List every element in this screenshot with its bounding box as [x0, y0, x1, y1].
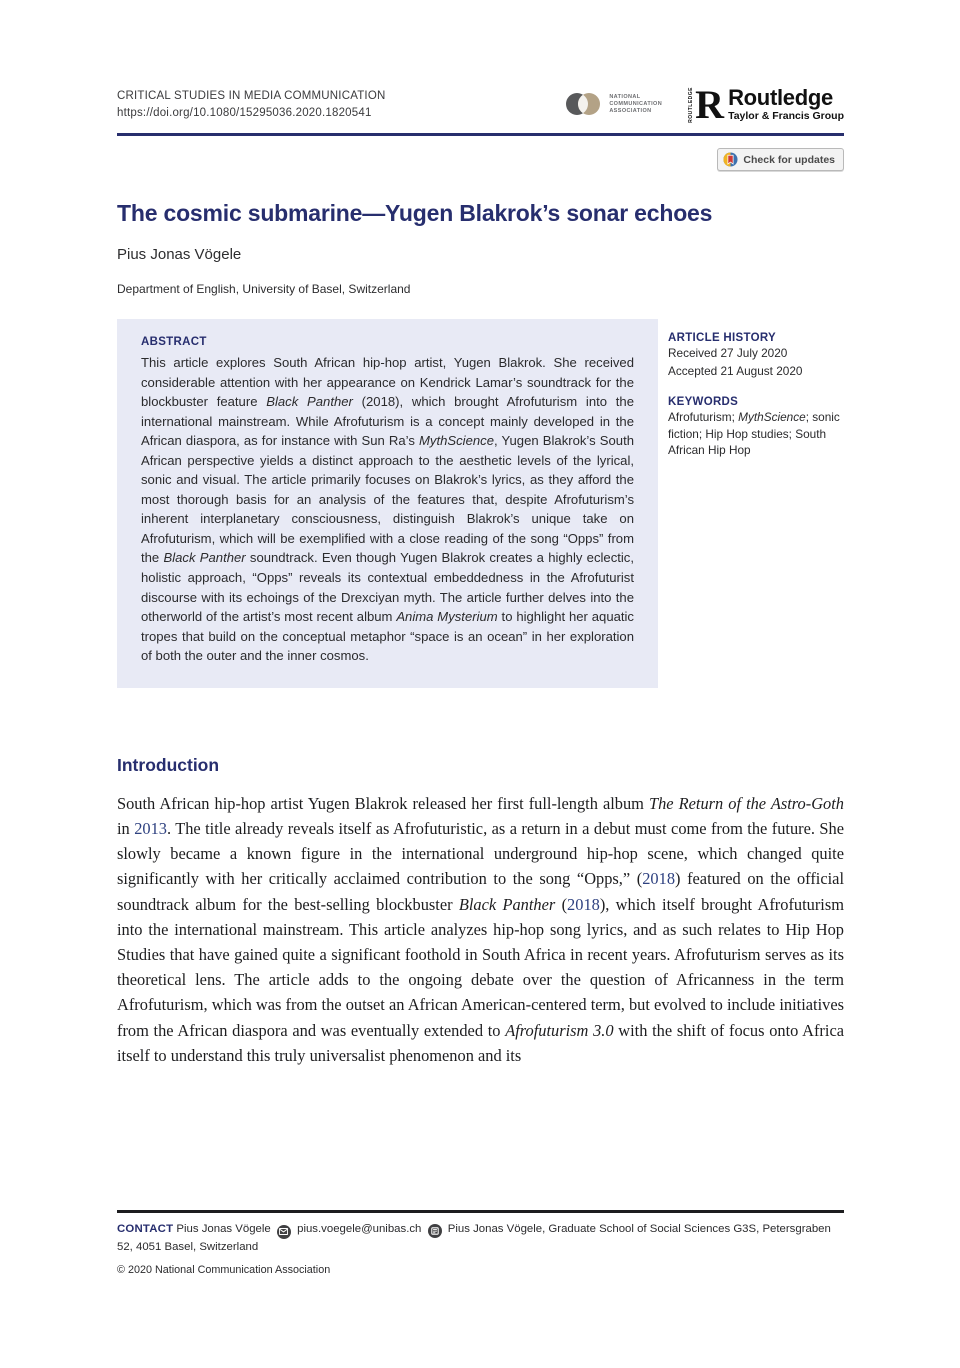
- introduction-paragraph: South African hip-hop artist Yugen Blakrok released her first full-length album The Return of the Astro-Goth in 2013. The title already reveals itself as Afrofuturistic, as a return in a debut must come from the future. She slowly became a known figure in the international underground hip-hop scene, which changed quite significantly with her critically acclaimed contribution to the song “Opps,” (2018) featured on the official soundtrack album for the best-selling blockbuster Black Panther (2018), which itself brought Afrofuturism into the international mainstream. This article analyzes hip-hop song lyrics, and as such relates to Hip Hop Studies that have gained quite a significant foothold in South Africa in recent years. Afrofuturism serves as its theoretical lens. The article adds to the ongoing debate over the question of Africanness in the term Afrofuturism, which was from the outset an African American-centered term, but evolved to include initiatives from the African diaspora and was eventually extended to Afrofuturism 3.0 with the shift of focus onto Africa itself to understand this truly universalist phenomenon and its: [117, 793, 844, 1065]
- author-affiliation: Department of English, University of Basel, Switzerland: [117, 282, 411, 296]
- received-date: Received 27 July 2020: [668, 346, 788, 360]
- routledge-wordmark: Routledge Taylor & Francis Group: [728, 84, 844, 122]
- routledge-r-icon: ROUTLEDGE R: [688, 82, 724, 127]
- header-divider: [117, 133, 844, 136]
- journal-name: CRITICAL STUDIES IN MEDIA COMMUNICATION: [117, 90, 386, 102]
- section-heading-introduction: Introduction: [117, 754, 220, 775]
- page-header: [117, 82, 844, 127]
- contact-name: Pius Jonas Vögele: [176, 1223, 271, 1235]
- footer-divider: [117, 1210, 844, 1213]
- email-icon: [277, 1225, 291, 1239]
- contact-line: [117, 1221, 844, 1255]
- contact-address: Pius Jonas Vögele, Graduate School of Social Sciences G3S, Petersgraben 52, 4051 Basel, Switzerland: [117, 1223, 831, 1253]
- accepted-date: Accepted 21 August 2020: [668, 363, 803, 378]
- journal-info: [117, 88, 385, 122]
- contact-label: CONTACT: [117, 1223, 174, 1235]
- abstract-box: [117, 319, 658, 688]
- copyright-notice: © 2020 National Communication Association: [117, 1264, 331, 1276]
- keywords-heading: KEYWORDS: [668, 396, 739, 408]
- keywords-list: Afrofuturism; MythScience; sonic fiction; Hip Hop studies; South African Hip Hop: [668, 410, 840, 457]
- nca-logo: [563, 90, 662, 118]
- crossmark-icon: [723, 152, 738, 167]
- abstract-heading: ABSTRACT: [141, 336, 207, 348]
- contact-email-link[interactable]: pius.voegele@unibas.ch: [297, 1223, 422, 1235]
- article-history-heading: ARTICLE HISTORY: [668, 332, 777, 344]
- page-title: The cosmic submarine—Yugen Blakrok’s sonar echoes: [117, 200, 713, 226]
- abstract-text: This article explores South African hip-hop artist, Yugen Blakrok. She received considerable attention with her appearance on Kendrick Lamar’s soundtrack for the blockbuster feature Black Panther (2018), which brought Afrofuturism into the international mainstream. While Afrofuturism is a concept mainly developed in the African diaspora, as for instance with Sun Ra’s MythScience, Yugen Blakrok’s South African perspective yields a distinct approach to the aesthetic levels of the lyrical, sonic and visual. The article primarily focuses on Blakrok’s lyrics, as they afford the most thorough basis for an analysis of the features that, despite Afrofuturism’s inherent interplanetary consciousness, distinguish Blakrok’s unique take on Afrofuturism, which will be exemplified with a close reading of the song “Opps” from the Black Panther soundtrack. Even though Yugen Blakrok creates a highly eclectic, holistic approach, “Opps” reveals its contextual embeddedness in the Afrofuturist discourse with its echoings of the Drexciyan myth. The article further delves into the otherworld of the artist’s most recent album Anima Mysterium to highlight her aquatic tropes that build on the conceptual metaphor “space is an ocean” in her exploration of both the outer and the inner cosmos.: [141, 355, 634, 664]
- doi-link[interactable]: https://doi.org/10.1080/15295036.2020.1820541: [117, 107, 372, 119]
- publisher-logos: [563, 82, 844, 127]
- nca-circles-icon: [563, 90, 603, 118]
- article-meta-sidebar: [668, 319, 844, 459]
- check-for-updates-button[interactable]: Check for updates: [717, 148, 844, 171]
- author-name: Pius Jonas Vögele: [117, 246, 242, 263]
- routledge-logo: [688, 82, 844, 127]
- address-icon: [428, 1224, 442, 1238]
- article-history-block: [668, 332, 844, 379]
- page-footer: [117, 1210, 844, 1276]
- nca-logo-text: NATIONAL COMMUNICATION ASSOCIATION: [609, 93, 663, 114]
- keywords-block: [668, 396, 844, 459]
